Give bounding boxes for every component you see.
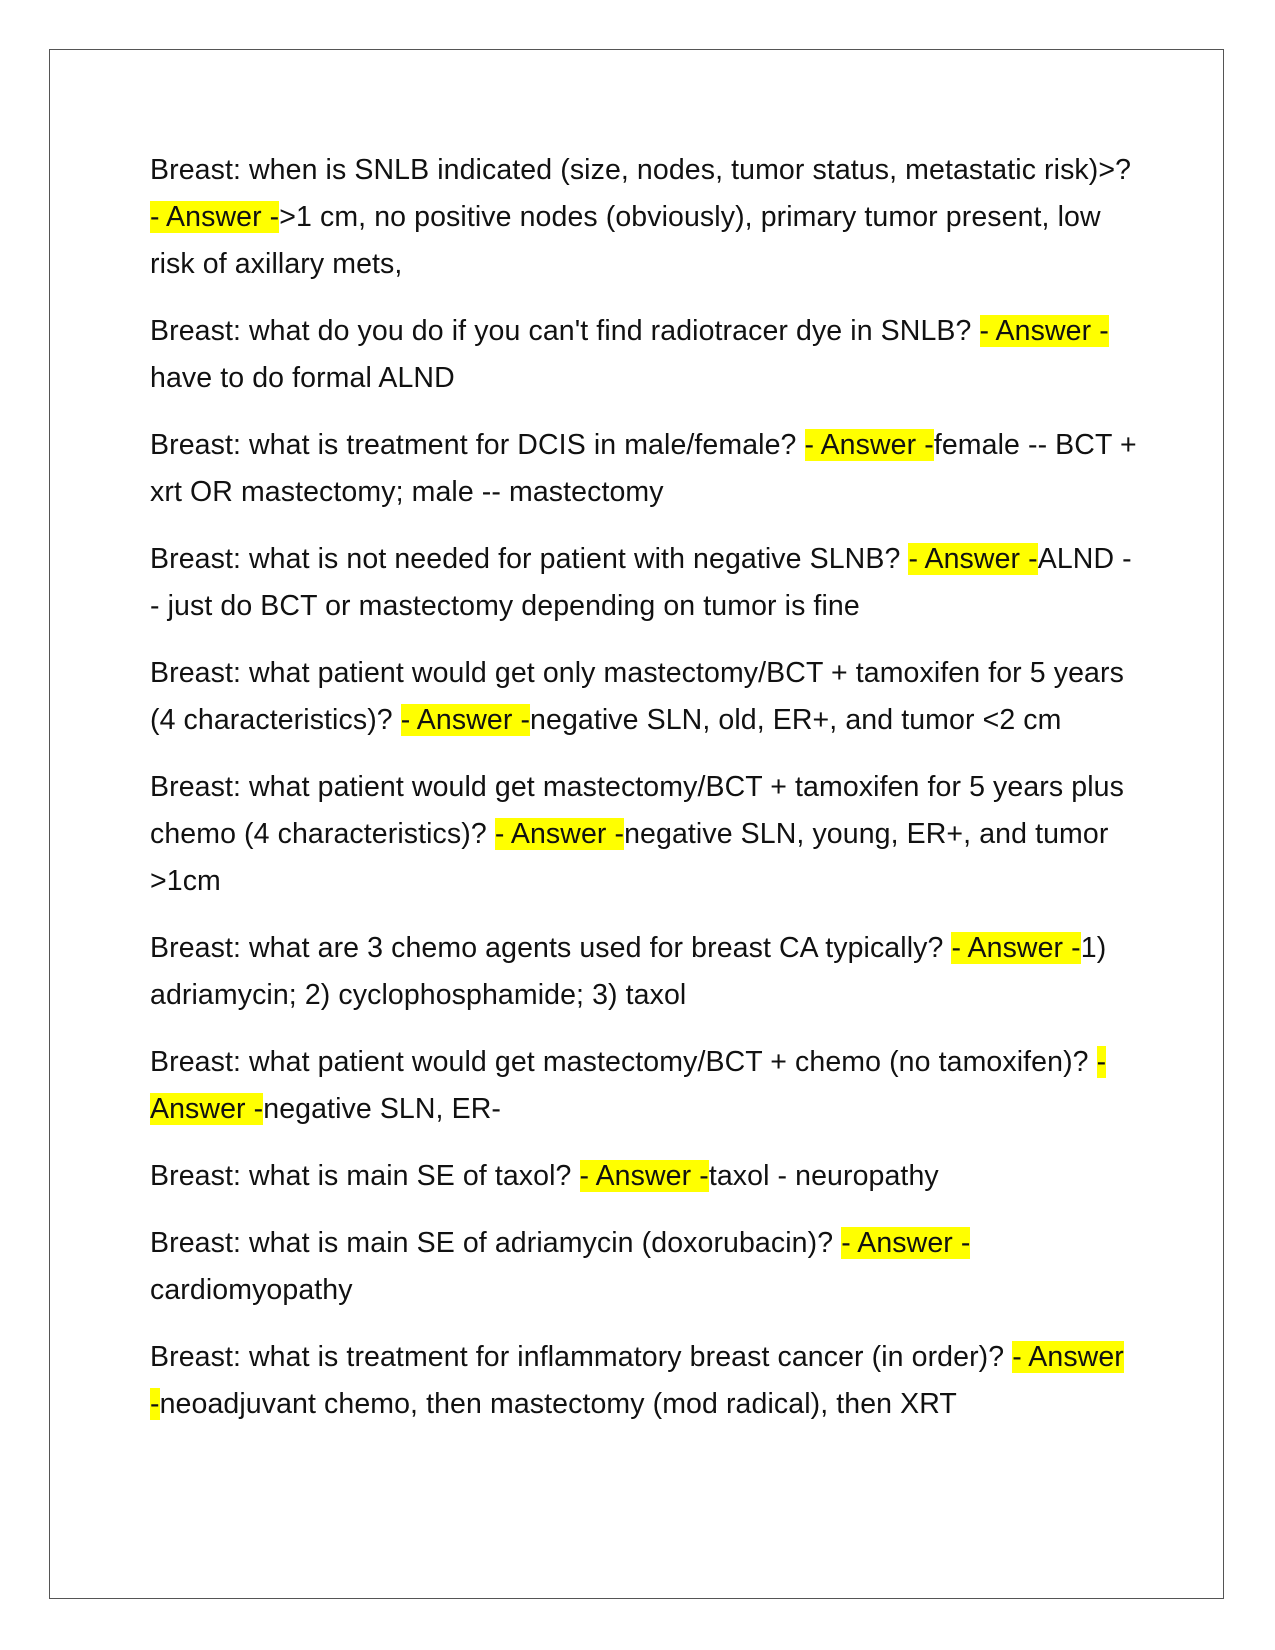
answer-marker: - Answer - (951, 932, 1081, 964)
answer-text: neoadjuvant chemo, then mastectomy (mod radical), then XRT (159, 1388, 957, 1420)
answer-text: female -- BCT + xrt OR mastectomy; male -- mastectomy (150, 429, 1137, 508)
qa-item (150, 308, 1140, 402)
qa-item (150, 1039, 1140, 1133)
answer-text: >1 cm, no positive nodes (obviously), primary tumor present, low risk of axillary mets, (150, 201, 1101, 280)
answer-marker: - Answer - (841, 1227, 971, 1259)
answer-text: taxol - neuropathy (708, 1160, 939, 1192)
qa-item (150, 1220, 1140, 1314)
question-text: Breast: what is not needed for patient with negative SLNB? (150, 543, 901, 575)
answer-marker: - Answer - (150, 1046, 1107, 1125)
answer-marker: - Answer - (804, 429, 934, 461)
answer-marker: - Answer - (979, 315, 1109, 347)
question-text: Breast: what patient would get only mastectomy/BCT + tamoxifen for 5 years (4 characteristics)? (150, 657, 1124, 736)
answer-marker: - Answer - (150, 1341, 1124, 1420)
qa-list (150, 147, 1140, 1448)
question-text: Breast: what is main SE of adriamycin (doxorubacin)? (150, 1227, 834, 1259)
answer-marker: - Answer - (908, 543, 1038, 575)
qa-item (150, 1334, 1140, 1428)
answer-text: ALND -- just do BCT or mastectomy depending on tumor is fine (150, 543, 1132, 622)
answer-text: negative SLN, old, ER+, and tumor <2 cm (530, 704, 1062, 736)
answer-text: negative SLN, ER- (263, 1093, 501, 1125)
question-text: Breast: what do you do if you can't find radiotracer dye in SNLB? (150, 315, 972, 347)
question-text: Breast: what patient would get mastectomy/BCT + tamoxifen for 5 years plus chemo (4 characteristics)? (150, 771, 1124, 850)
answer-text: 1) adriamycin; 2) cyclophosphamide; 3) taxol (150, 932, 1107, 1011)
answer-marker: - Answer - (494, 818, 625, 850)
qa-item (150, 1153, 1140, 1200)
question-text: Breast: when is SNLB indicated (size, nodes, tumor status, metastatic risk)>? (150, 154, 1132, 186)
answer-text: negative SLN, young, ER+, and tumor >1cm (150, 818, 1109, 897)
question-text: Breast: what are 3 chemo agents used for breast CA typically? (150, 932, 944, 964)
answer-text: cardiomyopathy (150, 1274, 353, 1306)
answer-marker: - Answer - (579, 1160, 709, 1192)
answer-marker: - Answer - (150, 201, 280, 233)
qa-item (150, 764, 1140, 905)
question-text: Breast: what is treatment for inflammatory breast cancer (in order)? (150, 1341, 1005, 1373)
qa-item (150, 650, 1140, 744)
question-text: Breast: what patient would get mastectomy/BCT + chemo (no tamoxifen)? (150, 1046, 1089, 1078)
answer-marker: - Answer - (400, 704, 531, 736)
qa-item (150, 925, 1140, 1019)
qa-item (150, 536, 1140, 630)
question-text: Breast: what is main SE of taxol? (150, 1160, 572, 1192)
qa-item (150, 147, 1140, 288)
question-text: Breast: what is treatment for DCIS in male/female? (150, 429, 797, 461)
answer-text: have to do formal ALND (150, 362, 455, 394)
qa-item (150, 422, 1140, 516)
